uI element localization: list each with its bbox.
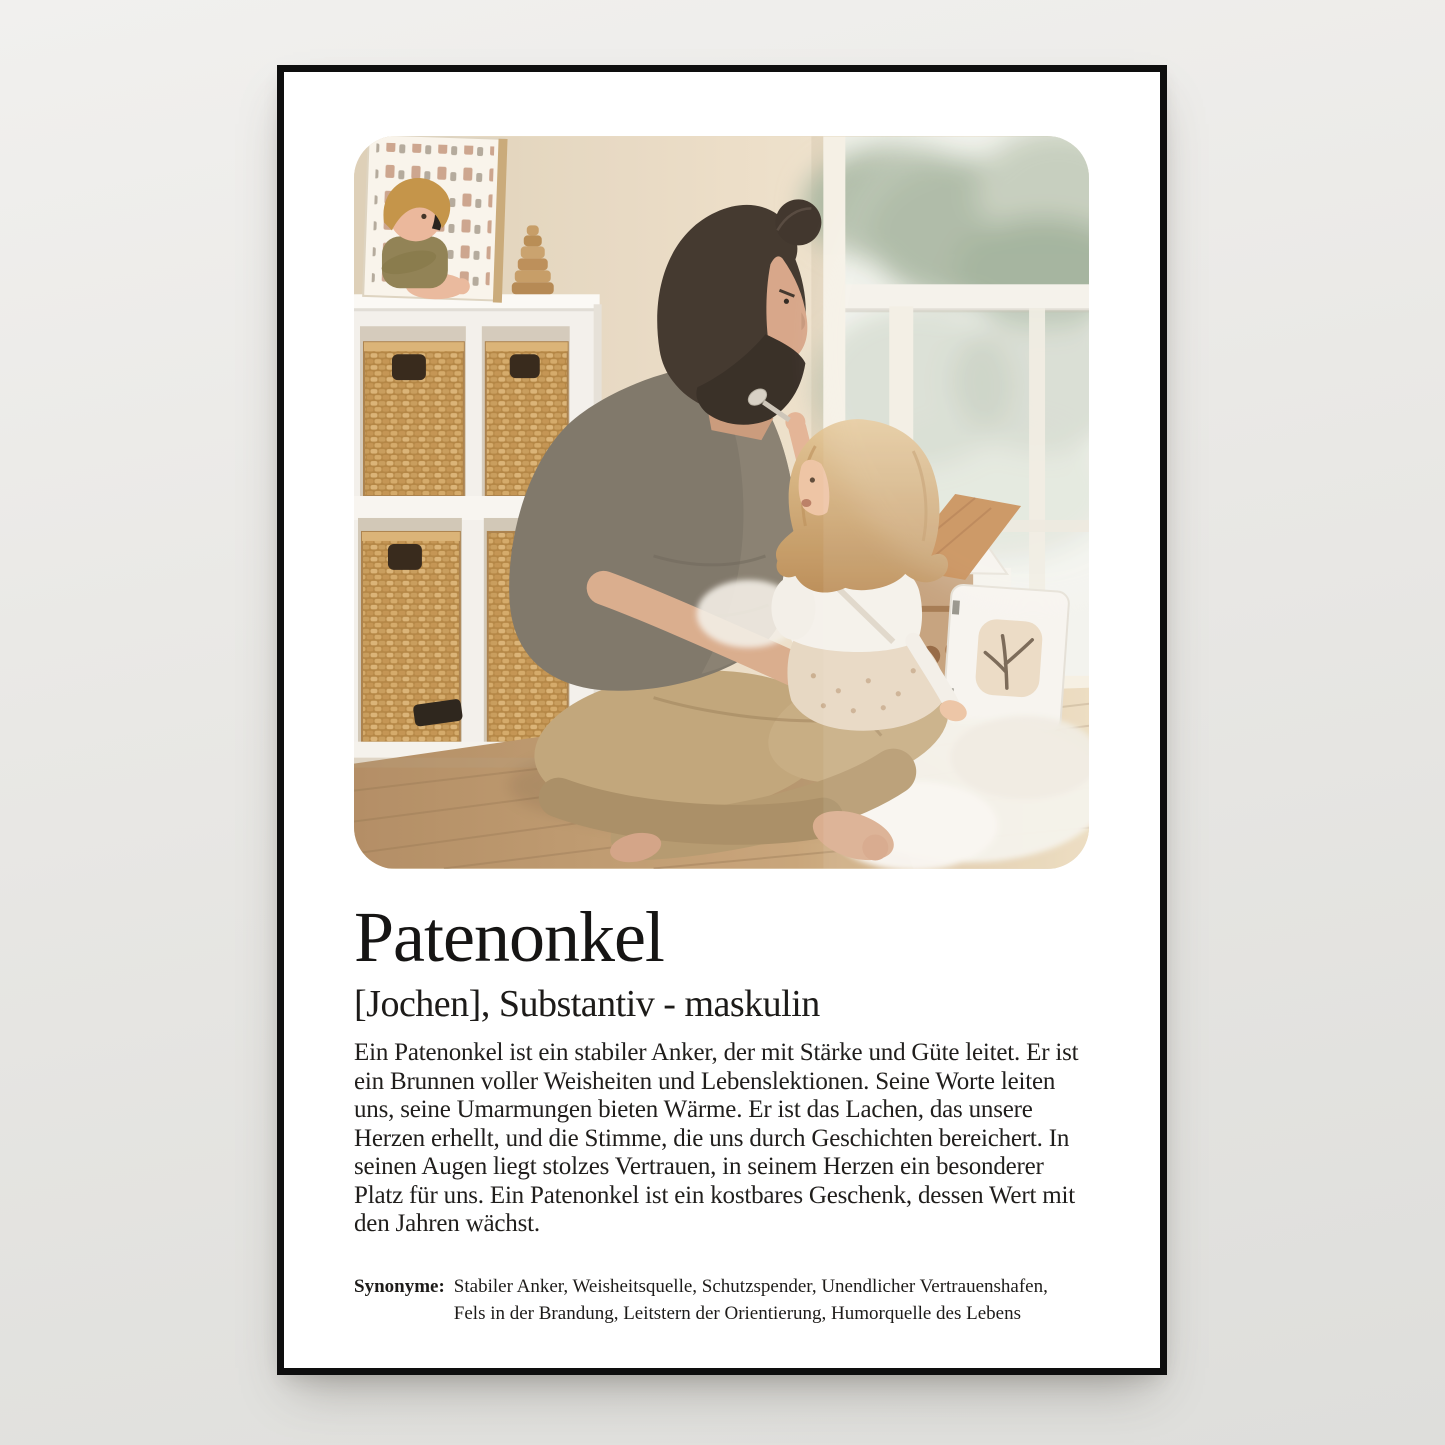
poster-title: Patenonkel: [354, 897, 664, 977]
poster-photo: [354, 136, 1089, 869]
poster-subtitle: [Jochen], Substantiv - maskulin: [354, 983, 820, 1026]
synonyms-row: [354, 1273, 1090, 1328]
synonyms-line: Stabiler Anker, Weisheitsquelle, Schutzspender, Unendlicher Vertrauenshafen,: [453, 1275, 1048, 1297]
synonyms-text: [454, 1273, 1048, 1328]
synonyms-line: Fels in der Brandung, Leitstern der Orientierung, Humorquelle des Lebens: [453, 1303, 1022, 1325]
definition-poster: [284, 72, 1160, 1368]
synonyms-label: Synonyme:: [354, 1275, 445, 1297]
poster-frame: [277, 65, 1167, 1375]
photo-illustration: [354, 136, 1089, 869]
poster-definition: Ein Patenonkel ist ein stabiler Anker, der mit Stärke und Güte leitet. Er ist ein Brunnen voller Weisheiten und Lebenslektionen. Seine Worte leiten uns, seine Umarmungen bieten Wärme. Er ist das Lachen, das unsere Herzen erhellt, und die Stimme, die uns durch Geschichten bereichert. In seinen Augen liegt stolzes Vertrauen, in seinem Herzen ein besonderer Platz für uns. Ein Patenonkel ist ein kostbares Geschenk, dessen Wert mit den Jahren wächst.: [354, 1039, 1079, 1238]
